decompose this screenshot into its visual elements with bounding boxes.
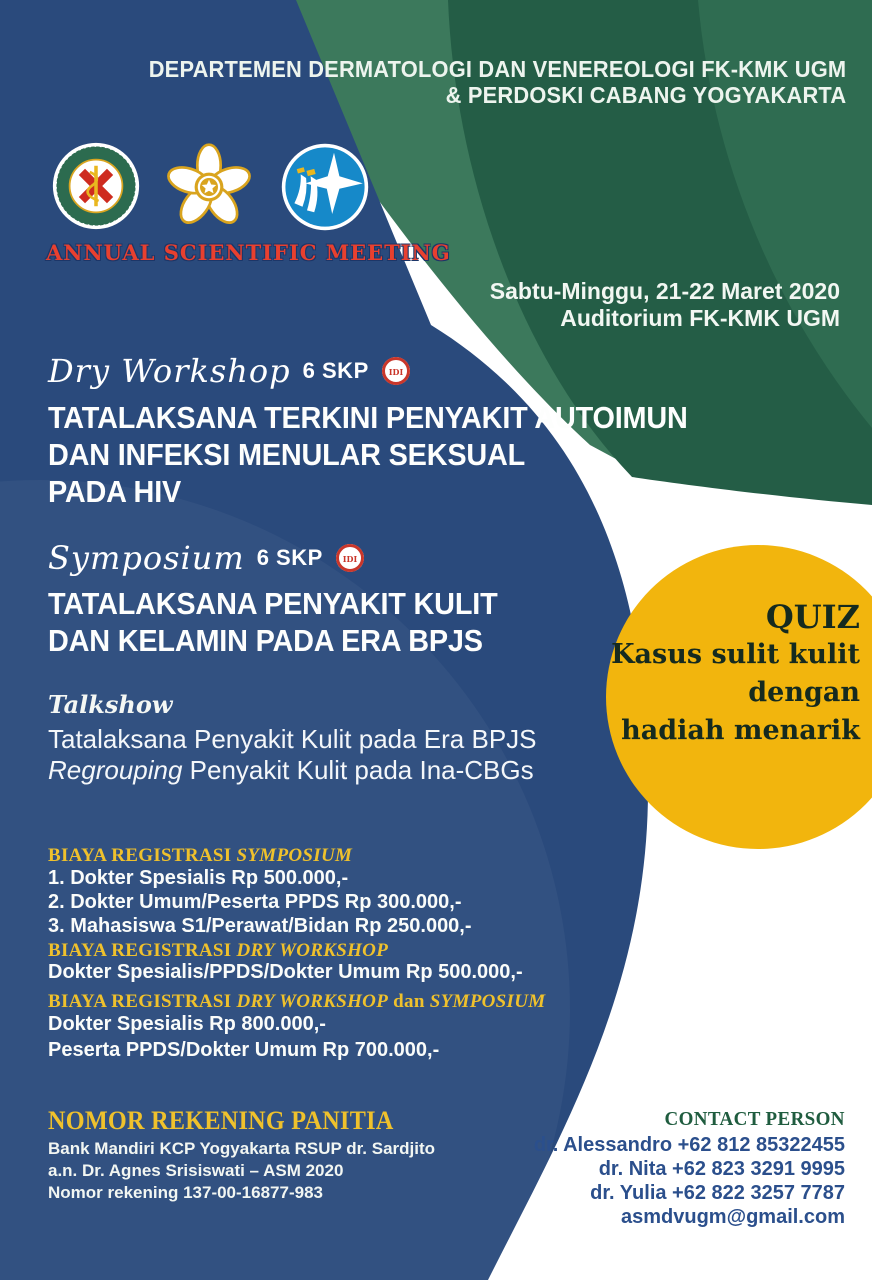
contact-line3: dr. Yulia +62 822 3257 7787 xyxy=(590,1182,845,1204)
fee-symposium-item2: 2. Dokter Umum/Peserta PPDS Rp 300.000,- xyxy=(48,891,462,913)
event-venue: Auditorium FK-KMK UGM xyxy=(560,305,840,331)
fee-workshop-em: DRY WORKSHOP xyxy=(236,940,389,961)
banner-title: ANNUAL SCIENTIFIC MEETING xyxy=(46,240,451,265)
header-department xyxy=(148,56,846,108)
workshop-title-line2: DAN INFEKSI MENULAR SEKSUAL xyxy=(48,437,526,472)
fee-combined-item2: Peserta PPDS/Dokter Umum Rp 700.000,- xyxy=(48,1039,440,1061)
ugm-logo xyxy=(164,142,254,232)
talkshow-line1: Tatalaksana Penyakit Kulit pada Era BPJS xyxy=(48,724,537,754)
fee-combined-item1: Dokter Spesialis Rp 800.000,- xyxy=(48,1013,326,1035)
asm-logo xyxy=(280,142,370,232)
contact-heading: CONTACT PERSON xyxy=(664,1108,845,1130)
idi-badge-label: IDI xyxy=(388,367,403,377)
idi-badge-label: IDI xyxy=(342,554,358,564)
fee-combined-em2: SYMPOSIUM xyxy=(429,991,546,1012)
perdoski-logo-icon xyxy=(52,142,140,230)
fee-symposium-items xyxy=(48,866,472,938)
bank-line2: a.n. Dr. Agnes Srisiswati – ASM 2020 xyxy=(48,1161,344,1180)
quiz-block xyxy=(611,598,860,750)
ugm-logo-icon xyxy=(164,142,254,232)
symposium-skp: 6 SKP xyxy=(256,545,323,570)
fee-combined-prefix: BIAYA REGISTRASI xyxy=(48,991,237,1012)
symposium-title xyxy=(48,585,497,659)
quiz-line4: hadiah menarik xyxy=(621,715,860,746)
perdoski-logo xyxy=(52,142,140,230)
fee-workshop-item1: Dokter Spesialis/PPDS/Dokter Umum Rp 500.000,- xyxy=(48,961,523,983)
fee-symposium-item3: 3. Mahasiswa S1/Perawat/Bidan Rp 250.000,- xyxy=(48,915,472,937)
quiz-line2: Kasus sulit kulit xyxy=(611,639,860,670)
bank-block xyxy=(48,1138,435,1204)
idi-badge-icon xyxy=(381,356,411,386)
quiz-line3: dengan xyxy=(748,677,860,708)
fee-workshop-prefix: BIAYA REGISTRASI xyxy=(48,940,237,961)
fee-workshop-heading xyxy=(48,940,388,962)
bank-line1: Bank Mandiri KCP Yogyakarta RSUP dr. Sardjito xyxy=(48,1139,436,1158)
event-date: Sabtu-Minggu, 21-22 Maret 2020 xyxy=(489,278,840,304)
workshop-row xyxy=(48,352,411,390)
asm-logo-icon xyxy=(280,142,370,232)
talkshow-block xyxy=(48,690,537,786)
talkshow-line2-rest: Penyakit Kulit pada Ina-CBGs xyxy=(182,755,534,785)
contact-line2: dr. Nita +62 823 3291 9995 xyxy=(598,1158,845,1180)
workshop-title-line1: TATALAKSANA TERKINI PENYAKIT AUTOIMUN xyxy=(48,400,688,435)
fee-combined-em1: DRY WORKSHOP xyxy=(236,991,389,1012)
talkshow-heading: Talkshow xyxy=(48,690,173,719)
fee-symposium-heading xyxy=(48,845,352,867)
fee-symposium-em: SYMPOSIUM xyxy=(236,845,353,866)
symposium-title-line2: DAN KELAMIN PADA ERA BPJS xyxy=(48,623,483,658)
workshop-title-line3: PADA HIV xyxy=(48,474,182,509)
fee-workshop-items xyxy=(48,960,523,984)
workshop-skp: 6 SKP xyxy=(302,358,369,383)
header-line2: & PERDOSKI CABANG YOGYAKARTA xyxy=(445,82,846,108)
bank-heading: NOMOR REKENING PANITIA xyxy=(48,1106,394,1135)
workshop-name: Dry Workshop xyxy=(48,352,291,390)
workshop-title xyxy=(48,399,688,510)
contact-block xyxy=(534,1133,845,1229)
fee-combined-items xyxy=(48,1011,439,1063)
bank-line3: Nomor rekening 137-00-16877-983 xyxy=(48,1183,323,1202)
fee-symposium-item1: 1. Dokter Spesialis Rp 500.000,- xyxy=(48,867,349,889)
fee-combined-mid: dan xyxy=(388,991,430,1012)
fee-combined-heading xyxy=(48,991,545,1013)
contact-line1: dr. Alessandro +62 812 85322455 xyxy=(533,1134,845,1156)
idi-badge-icon xyxy=(335,543,365,573)
contact-email: asmdvugm@gmail.com xyxy=(620,1206,845,1228)
fee-symposium-prefix: BIAYA REGISTRASI xyxy=(48,845,237,866)
symposium-name: Symposium xyxy=(48,539,245,577)
header-line1: DEPARTEMEN DERMATOLOGI DAN VENEREOLOGI FK-KMK UGM xyxy=(148,56,846,82)
talkshow-line2-italic: Regrouping xyxy=(48,755,183,785)
symposium-row xyxy=(48,539,365,577)
quiz-line1: QUIZ xyxy=(765,598,860,636)
symposium-title-line1: TATALAKSANA PENYAKIT KULIT xyxy=(48,586,498,621)
talkshow-line2 xyxy=(48,755,537,786)
event-date-block xyxy=(490,278,840,332)
